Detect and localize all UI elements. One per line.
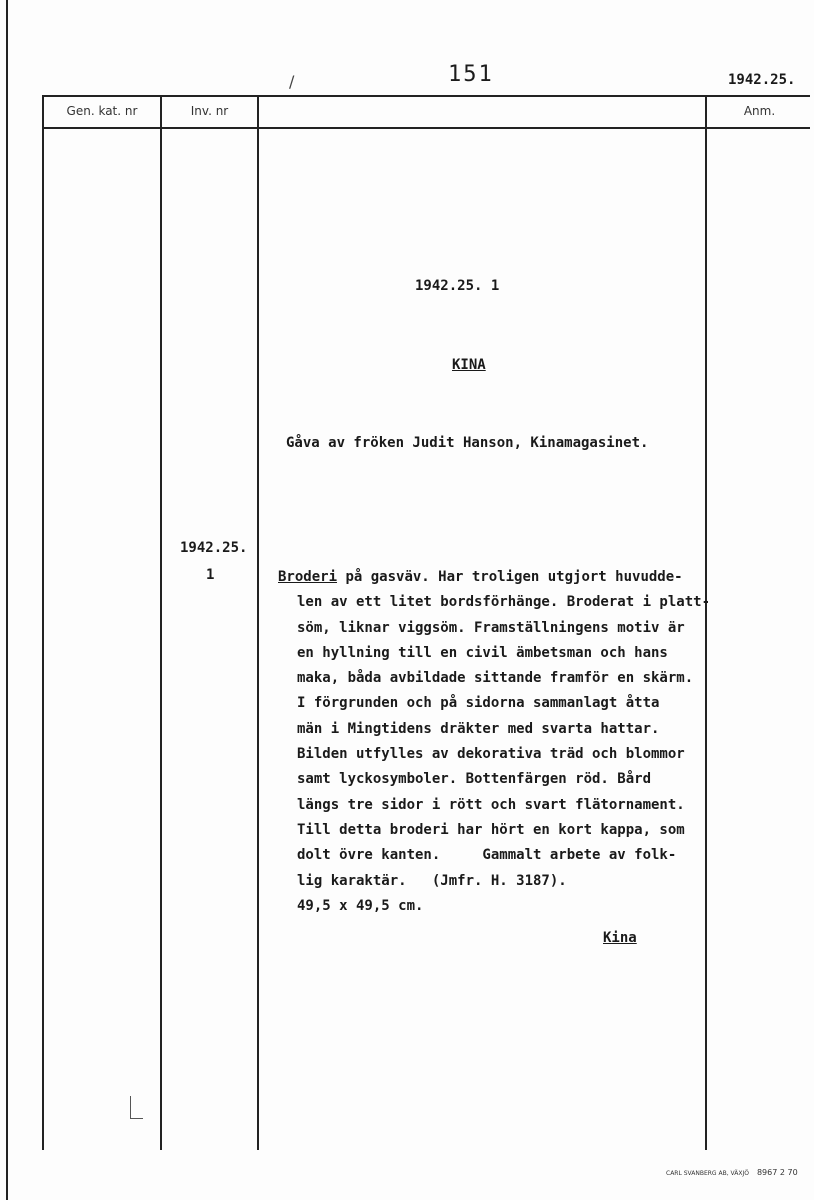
- catalogue-reference: 1942.25.: [728, 72, 796, 88]
- description-line: Bilden utfylles av dekorativa träd och blommor: [297, 746, 685, 763]
- column-header-gen-kat: Gen. kat. nr: [66, 104, 138, 118]
- page-number: 151: [448, 62, 494, 87]
- region-heading: KINA: [452, 357, 486, 373]
- place-of-origin: Kina: [603, 930, 637, 946]
- description-line-text: på gasväv. Har troligen utgjort huvudde-: [337, 569, 683, 585]
- item-description: [278, 565, 718, 919]
- inventory-year: 1942.25.: [180, 540, 248, 556]
- description-line: lig karaktär. (Jmfr. H. 3187).: [297, 872, 567, 889]
- header-top-rule: [42, 95, 810, 97]
- description-line: en hyllning till en civil ämbetsman och hans: [297, 644, 668, 661]
- object-type: Broderi: [278, 569, 338, 585]
- left-column-rule: [42, 95, 44, 1150]
- description-line: dolt övre kanten. Gammalt arbete av folk-: [297, 847, 677, 864]
- header-bottom-rule: [42, 127, 810, 129]
- description-line: len av ett litet bordsförhänge. Broderat i platt-: [297, 594, 711, 611]
- description-line: längs tre sidor i rött och svart flätornament.: [297, 796, 685, 813]
- description-line: män i Mingtidens dräkter med svarta hattar.: [297, 720, 660, 737]
- form-code: 8967 2 70: [756, 1168, 798, 1177]
- description-line: 49,5 x 49,5 cm.: [297, 897, 424, 914]
- printer-imprint: [666, 1168, 798, 1177]
- entry-title: 1942.25. 1: [415, 278, 500, 294]
- description-line: samt lyckosymboler. Bottenfärgen röd. Bård: [297, 771, 652, 788]
- pen-tick-mark: /: [289, 72, 295, 91]
- column-header-inv: Inv. nr: [190, 104, 229, 118]
- description-line: söm, liknar viggsöm. Framställningens motiv är: [297, 619, 685, 636]
- description-line: [278, 565, 718, 590]
- inv-column-rule: [257, 95, 259, 1150]
- column-header-anm: Anm.: [743, 104, 776, 118]
- inventory-number: 1: [206, 567, 215, 583]
- description-line: maka, båda avbildade sittande framför en skärm.: [297, 670, 694, 687]
- description-line: I förgrunden och på sidorna sammanlagt åtta: [297, 695, 660, 712]
- binding-margin-line: [6, 0, 8, 1200]
- description-line: Till detta broderi har hört en kort kappa, som: [297, 821, 685, 838]
- pencil-corner-mark: [130, 1096, 143, 1119]
- printer-name: CARL SVANBERG AB, VÄXJÖ: [666, 1170, 749, 1177]
- donor-line: Gåva av fröken Judit Hanson, Kinamagasinet.: [286, 435, 649, 451]
- gen-kat-column-rule: [160, 95, 162, 1150]
